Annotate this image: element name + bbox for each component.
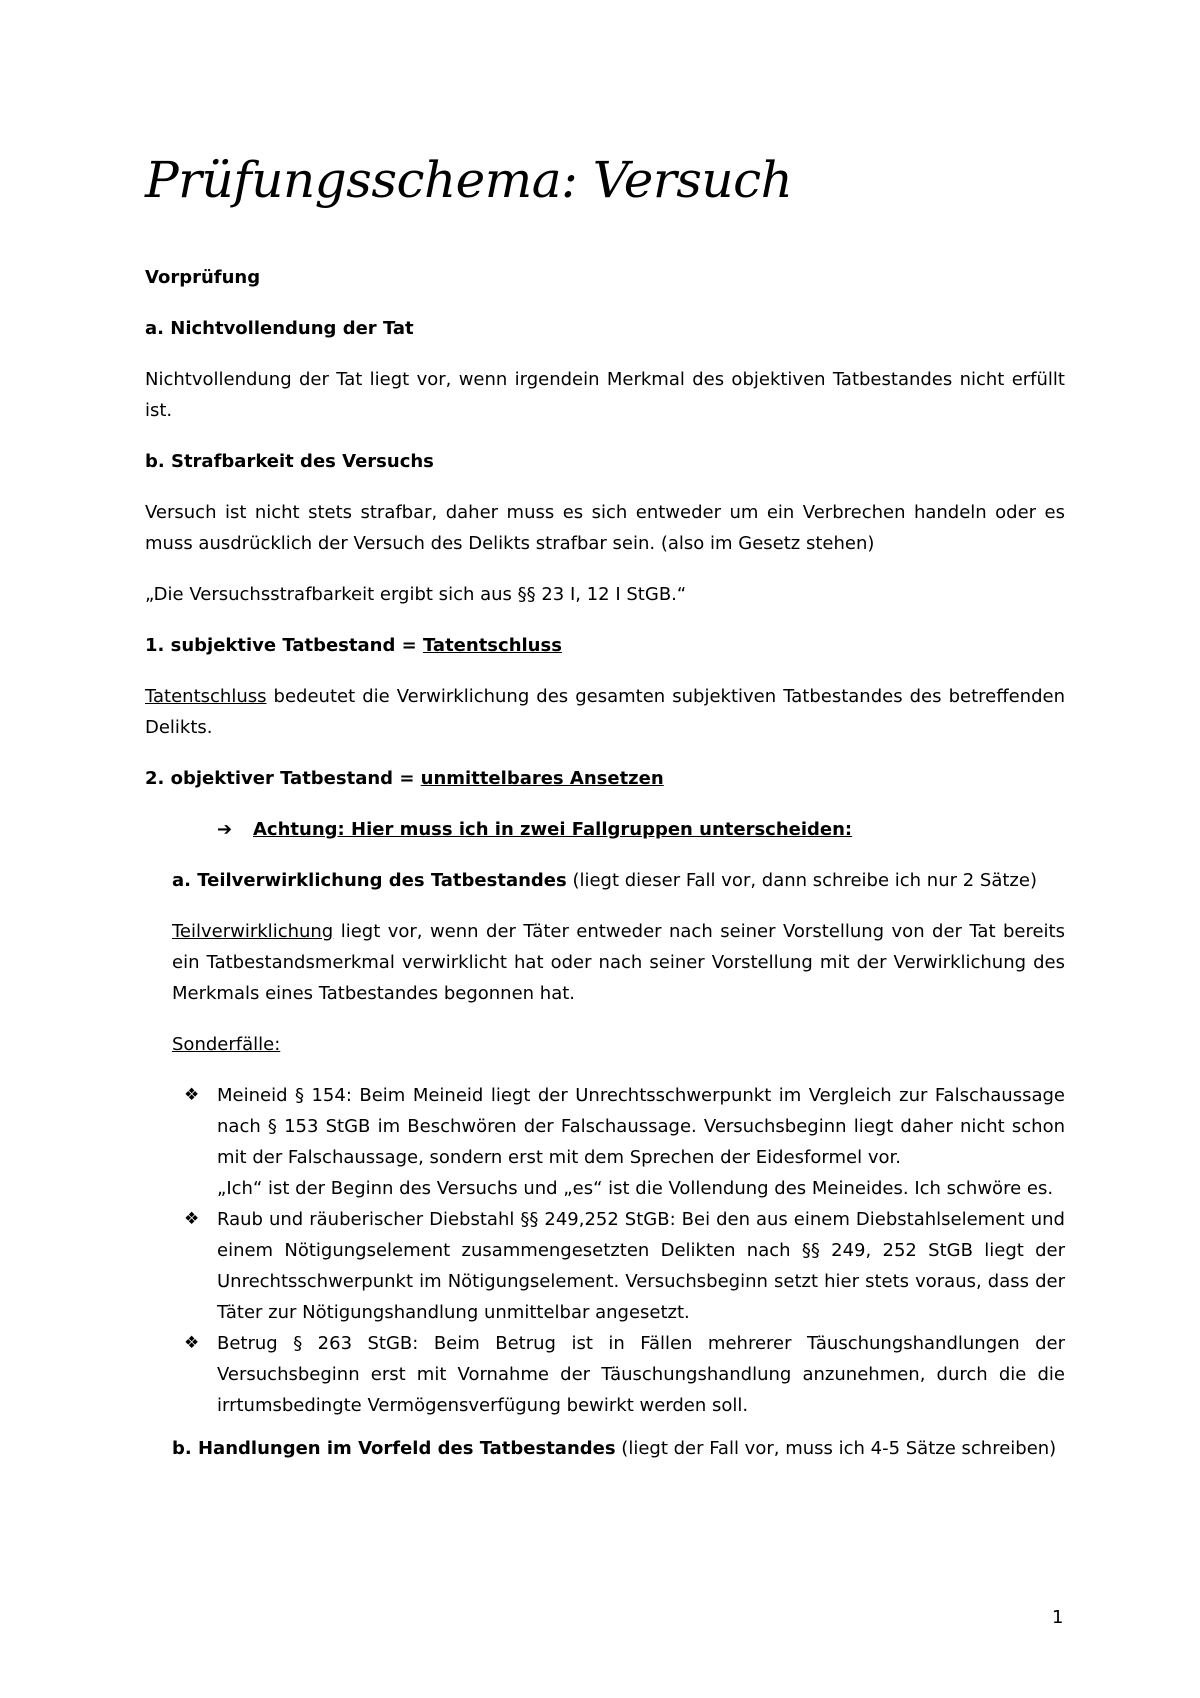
subsection-heading-teilverwirklichung <box>172 865 1065 896</box>
arrow-right-icon: ➔ <box>217 819 233 840</box>
subsection-title: a. Teilverwirklichung des Tatbestandes <box>172 870 567 891</box>
list-item-text: Betrug § 263 StGB: Beim Betrug ist in Fällen mehrerer Täuschungshandlungen der Versuchsbeginn erst mit Vornahme der Täuschungshandlung anzunehmen, durch die die irrtumsbedingte Vermögensverfügung bewirkt werden soll. <box>217 1333 1065 1416</box>
sonderfaelle-list <box>172 1080 1065 1421</box>
section-heading-objektiv <box>145 763 1065 794</box>
section-heading-subjektiv <box>145 630 1065 661</box>
quote-versuchsstrafbarkeit: „Die Versuchsstrafbarkeit ergibt sich aus §§ 23 I, 12 I StGB.“ <box>145 584 687 605</box>
paragraph-strafbarkeit: Versuch ist nicht stets strafbar, daher muss es sich entweder um ein Verbrechen handeln oder es muss ausdrücklich der Versuch des Delikts strafbar sein. (also im Gesetz stehen) <box>145 502 1065 554</box>
paragraph-tatentschluss <box>145 681 1065 743</box>
list-item-text: Meineid § 154: Beim Meineid liegt der Unrechtsschwerpunkt im Vergleich zur Falschaussage nach § 153 StGB im Beschwören der Falschaussage. Versuchsbeginn liegt daher nicht schon mit der Falschaussage, sondern erst mit dem Sprechen der Eidesformel vor. <box>217 1085 1065 1168</box>
term-tatentschluss: Tatentschluss <box>145 686 267 707</box>
paragraph-rest: bedeutet die Verwirklichung des gesamten subjektiven Tatbestandes des betreffenden Delikts. <box>145 686 1065 738</box>
page-number: 1 <box>1052 1607 1064 1628</box>
page-title: Prüfungsschema: Versuch <box>145 151 793 209</box>
sonderfaelle-text: Sonderfälle: <box>172 1034 281 1055</box>
document-body <box>145 262 1065 1484</box>
paragraph-rest: liegt vor, wenn der Täter entweder nach seiner Vorstellung von der Tat bereits ein Tatbestandsmerkmal verwirklicht hat oder nach seiner Vorstellung mit der Verwirklichung des Merkmals eines Tatbestandes begonnen hat. <box>172 921 1065 1004</box>
paragraph-nichtvollendung: Nichtvollendung der Tat liegt vor, wenn irgendein Merkmal des objektiven Tatbestandes nicht erfüllt ist. <box>145 369 1065 421</box>
section-heading-nichtvollendung: a. Nichtvollendung der Tat <box>145 318 414 339</box>
section-heading-vorpruefung: Vorprüfung <box>145 267 261 288</box>
subsection-heading-vorfeld <box>172 1433 1065 1464</box>
attention-text: Achtung: Hier muss ich in zwei Fallgruppen unterscheiden: <box>253 819 853 840</box>
attention-line <box>217 814 1065 845</box>
list-item <box>172 1328 1065 1421</box>
heading-prefix: 2. objektiver Tatbestand = <box>145 768 421 789</box>
sonderfaelle-label <box>172 1029 1065 1060</box>
list-item <box>172 1204 1065 1328</box>
section-heading-strafbarkeit: b. Strafbarkeit des Versuchs <box>145 451 434 472</box>
term-teilverwirklichung: Teilverwirklichung <box>172 921 334 942</box>
diamond-bullet-icon: ❖ <box>184 1209 200 1229</box>
subsection-note: (liegt der Fall vor, muss ich 4-5 Sätze schreiben) <box>615 1438 1057 1459</box>
list-item <box>172 1080 1065 1204</box>
heading-term: unmittelbares Ansetzen <box>420 768 664 789</box>
diamond-bullet-icon: ❖ <box>184 1333 200 1353</box>
heading-term: Tatentschluss <box>422 635 562 656</box>
diamond-bullet-icon: ❖ <box>184 1085 200 1105</box>
heading-prefix: 1. subjektive Tatbestand = <box>145 635 423 656</box>
subsection-note: (liegt dieser Fall vor, dann schreibe ich nur 2 Sätze) <box>566 870 1037 891</box>
list-item-text-continued: „Ich“ ist der Beginn des Versuchs und „es“ ist die Vollendung des Meineides. Ich schwöre es. <box>217 1178 1054 1199</box>
list-item-text: Raub und räuberischer Diebstahl §§ 249,252 StGB: Bei den aus einem Diebstahlselement und einem Nötigungselement zusammengesetzten Delikten nach §§ 249, 252 StGB liegt der Unrechtsschwerpunkt im Nötigungselement. Versuchsbeginn setzt hier stets voraus, dass der Täter zur Nötigungshandlung unmittelbar angesetzt. <box>217 1209 1065 1323</box>
paragraph-teilverwirklichung <box>172 916 1065 1009</box>
subsection-title: b. Handlungen im Vorfeld des Tatbestandes <box>172 1438 616 1459</box>
